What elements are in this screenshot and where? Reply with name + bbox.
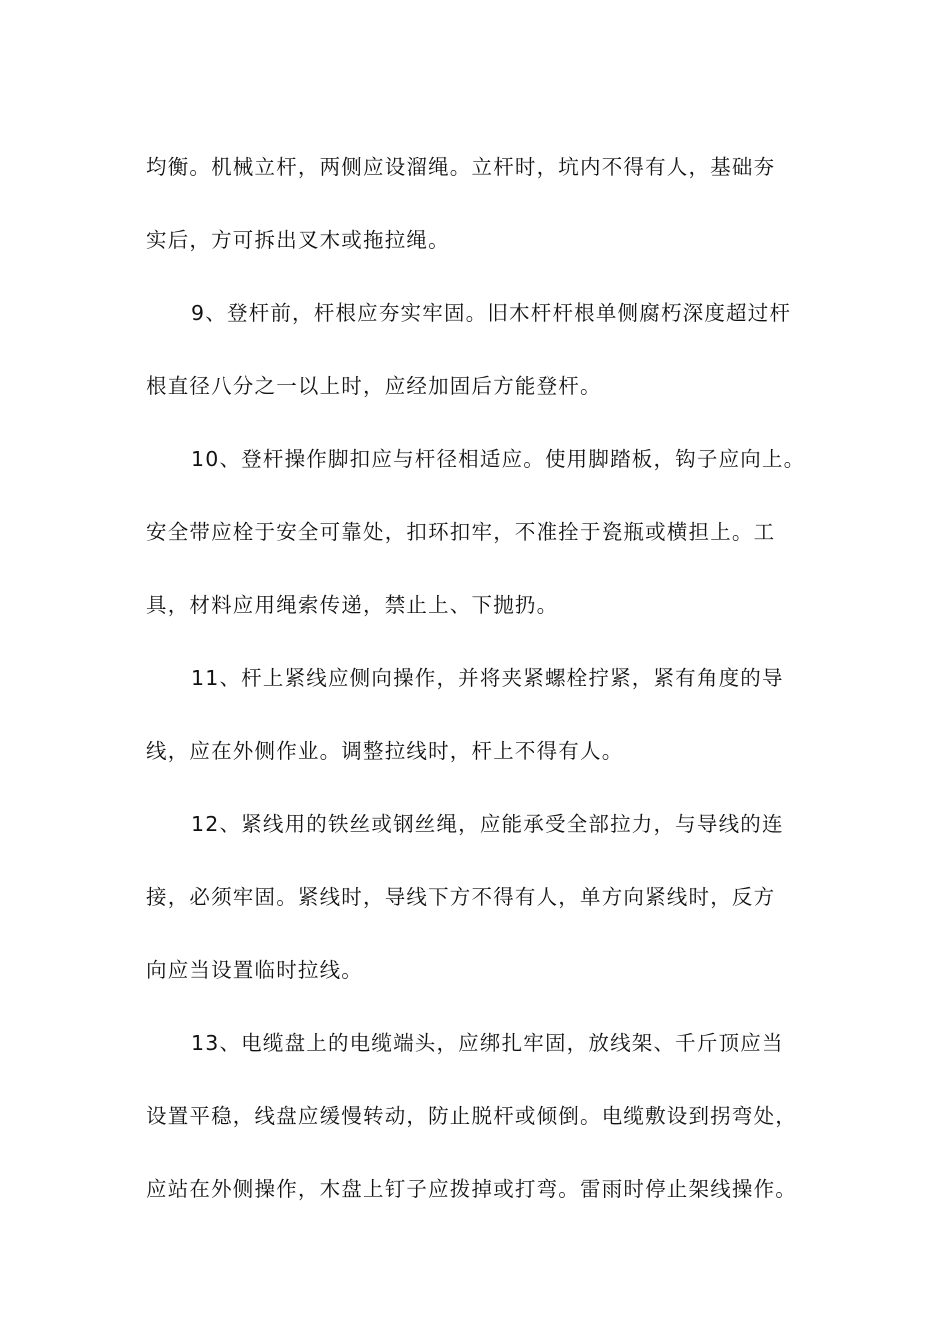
paragraph-continuation bbox=[146, 131, 826, 277]
text-line: 13、电缆盘上的电缆端头，应绑扎牢固，放线架、千斤顶应当 bbox=[191, 1031, 784, 1055]
text-line: 向应当设置临时拉线。 bbox=[146, 958, 363, 982]
text-line: 11、杆上紧线应侧向操作，并将夹紧螺栓拧紧，紧有角度的导 bbox=[191, 666, 784, 690]
text-line: 接，必须牢固。紧线时，导线下方不得有人，单方向紧线时，反方 bbox=[146, 885, 776, 909]
text-line: 应站在外侧操作，木盘上钉子应拨掉或打弯。雷雨时停止架线操作。 bbox=[146, 1177, 797, 1201]
text-line: 10、登杆操作脚扣应与杆径相适应。使用脚踏板，钩子应向上。 bbox=[191, 447, 806, 471]
document-body bbox=[146, 131, 826, 1226]
paragraph-item-11 bbox=[146, 642, 826, 788]
paragraph-item-9 bbox=[146, 277, 826, 423]
text-line: 线，应在外侧作业。调整拉线时，杆上不得有人。 bbox=[146, 739, 624, 763]
paragraph-item-12 bbox=[146, 788, 826, 1007]
text-line: 安全带应栓于安全可靠处，扣环扣牢，不准拴于瓷瓶或横担上。工 bbox=[146, 520, 776, 544]
text-line: 根直径八分之一以上时，应经加固后方能登杆。 bbox=[146, 374, 602, 398]
paragraph-item-13 bbox=[146, 1007, 826, 1226]
text-line: 实后，方可拆出叉木或拖拉绳。 bbox=[146, 228, 450, 252]
text-line: 具，材料应用绳索传递，禁止上、下抛扔。 bbox=[146, 593, 559, 617]
text-line: 均衡。机械立杆，两侧应设溜绳。立杆时，坑内不得有人，基础夯 bbox=[146, 155, 776, 179]
paragraph-item-10 bbox=[146, 423, 826, 642]
text-line: 9、登杆前，杆根应夯实牢固。旧木杆杆根单侧腐朽深度超过杆 bbox=[191, 301, 792, 325]
text-line: 设置平稳，线盘应缓慢转动，防止脱杆或倾倒。电缆敷设到拐弯处， bbox=[146, 1104, 797, 1128]
text-line: 12、紧线用的铁丝或钢丝绳，应能承受全部拉力，与导线的连 bbox=[191, 812, 784, 836]
